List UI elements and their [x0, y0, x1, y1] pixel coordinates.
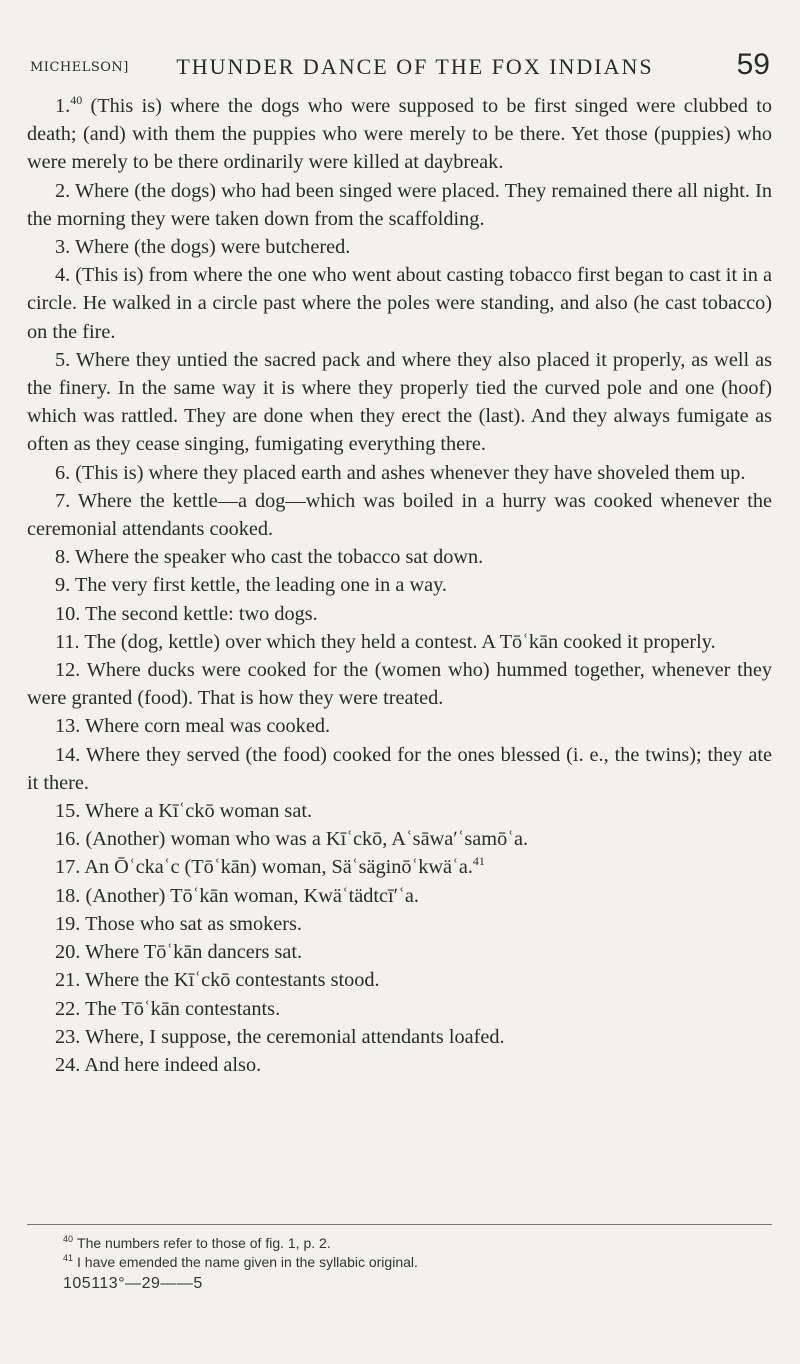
paragraph-number: 2.	[55, 179, 71, 202]
footnote-ref: 41	[472, 854, 485, 869]
paragraph-number: 22.	[55, 997, 81, 1020]
paragraph-number: 8.	[55, 546, 71, 569]
paragraph-number: 13.	[55, 715, 81, 738]
paragraph-number: 19.	[55, 912, 81, 935]
paragraph-number: 7.	[55, 489, 71, 512]
paragraph	[27, 628, 772, 656]
paragraph	[27, 346, 772, 459]
paragraph-text: (Another) Tōʿkān woman, Kwäʿtädtcīʹʿa.	[85, 884, 419, 907]
paragraph-text: And here indeed also.	[84, 1053, 262, 1076]
paragraph	[27, 995, 772, 1023]
paragraph-number: 11.	[55, 630, 80, 653]
paragraph-text: Where a Kīʿckō woman sat.	[85, 800, 313, 823]
paragraph-text: Where, I suppose, the ceremonial attendants loafed.	[85, 1025, 505, 1048]
paragraph-text: Where ducks were cooked for the (women who) hummed together, whenever they were granted (food). That is how they were treated.	[27, 659, 772, 710]
paragraph-text: Where (the dogs) who had been singed were placed. They remained there all night. In the morning they were taken down from the scaffolding.	[27, 179, 772, 230]
paragraph-number: 12.	[55, 659, 81, 682]
paragraph-number: 24.	[55, 1053, 81, 1076]
footnote	[27, 1253, 772, 1272]
paragraph-text: The (dog, kettle) over which they held a contest. A Tōʿkān cooked it properly.	[84, 630, 716, 653]
paragraph	[27, 797, 772, 825]
paragraph-number: 5.	[55, 348, 71, 371]
paragraph	[27, 882, 772, 910]
paragraph	[27, 487, 772, 543]
paragraph-number: 23.	[55, 1025, 81, 1048]
paragraph-number: 18.	[55, 884, 81, 907]
paragraph-text: The Tōʿkān contestants.	[85, 997, 281, 1020]
paragraph	[27, 853, 772, 881]
footnote	[27, 1234, 772, 1253]
printer-signature: 105113°—29——5	[63, 1275, 203, 1292]
page-number: 59	[736, 48, 770, 81]
paragraph-text: Where the speaker who cast the tobacco sat down.	[74, 546, 484, 569]
paragraph-text: Where the kettle—a dog—which was boiled in a hurry was cooked whenever the ceremonial attendants cooked.	[27, 489, 772, 541]
paragraph-number: 14.	[55, 743, 81, 766]
footnote-mark: 41	[63, 1253, 74, 1264]
paragraph	[27, 261, 772, 346]
paragraph-text: Those who sat as smokers.	[85, 912, 302, 935]
paragraph-number: 17.	[55, 856, 81, 879]
paragraph-text: Where they untied the sacred pack and where they also placed it properly, as well as the finery. In the same way it is where they properly tied the curved pole and one (hoof) which was rattled. They are done when they erect the (last). And they always fumigate as often as they cease singing, fumigating everything there.	[27, 348, 772, 456]
paragraph-text: Where they served (the food) cooked for the ones blessed (i. e., the twins); they ate it there.	[27, 743, 772, 794]
footnote-mark: 40	[63, 1234, 74, 1245]
paragraph-number: 20.	[55, 941, 81, 964]
paragraph	[27, 543, 772, 571]
footnote-divider	[27, 1224, 772, 1225]
footnote-text: The numbers refer to those of fig. 1, p. 2.	[77, 1235, 331, 1251]
paragraph	[27, 571, 772, 599]
header-title: THUNDER DANCE OF THE FOX INDIANS	[176, 54, 654, 79]
footnote-text: I have emended the name given in the syllabic original.	[77, 1254, 418, 1270]
paragraph-text: The very first kettle, the leading one in a way.	[74, 574, 448, 597]
paragraph	[27, 825, 772, 853]
paragraph-number: 10.	[55, 602, 81, 625]
paragraph-text: The second kettle: two dogs.	[85, 602, 318, 625]
paragraph-text: (This is) where they placed earth and ashes whenever they have shoveled them up.	[75, 461, 746, 484]
paragraph	[27, 712, 772, 740]
footnote-ref: 40	[70, 93, 83, 108]
paragraph	[27, 938, 772, 966]
paragraph	[27, 741, 772, 797]
paragraph-text: Where corn meal was cooked.	[85, 715, 331, 738]
paragraph	[27, 1023, 772, 1051]
paragraph-text: (Another) woman who was a Kīʿckō, Aʿsāwaʹʿsamōʿa.	[85, 828, 529, 851]
paragraph	[27, 459, 772, 487]
paragraph-text: Where (the dogs) were butchered.	[74, 236, 351, 259]
paragraph-number: 4.	[55, 264, 71, 287]
paragraph	[27, 233, 772, 261]
paragraph	[27, 966, 772, 994]
paragraph-number: 6.	[55, 461, 71, 484]
paragraph	[27, 1051, 772, 1079]
paragraph	[27, 92, 772, 177]
paragraph-number: 9.	[55, 574, 71, 597]
paragraph-number: 1.	[55, 95, 71, 117]
paragraph-number: 21.	[55, 969, 81, 992]
footnotes	[27, 1234, 772, 1293]
paragraph	[27, 656, 772, 712]
running-header	[30, 46, 770, 86]
body-text	[27, 92, 772, 1079]
header-author: MICHELSON]	[30, 60, 129, 75]
paragraph-number: 15.	[55, 800, 81, 823]
paragraph-text: Where the Kīʿckō contestants stood.	[85, 969, 380, 992]
paragraph-text: Where Tōʿkān dancers sat.	[85, 941, 303, 964]
paragraph-number: 16.	[55, 828, 81, 851]
paragraph	[27, 910, 772, 938]
paragraph-text: (This is) where the dogs who were supposed to be first singed were clubbed to death; (and) with them the puppies who were merely to be there. Yet those (puppies) who were merely to be there ordinarily were killed at daybreak.	[27, 95, 773, 174]
paragraph	[27, 600, 772, 628]
paragraph-number: 3.	[55, 236, 71, 259]
paragraph	[27, 177, 772, 233]
paragraph-text: An Ōʿckaʿc (Tōʿkān) woman, Säʿsäginōʿkwäʿa.	[84, 856, 473, 879]
paragraph-text: (This is) from where the one who went about casting tobacco first began to cast it in a circle. He walked in a circle past where the poles were standing, and also (he cast tobacco) on the fire.	[27, 264, 772, 343]
